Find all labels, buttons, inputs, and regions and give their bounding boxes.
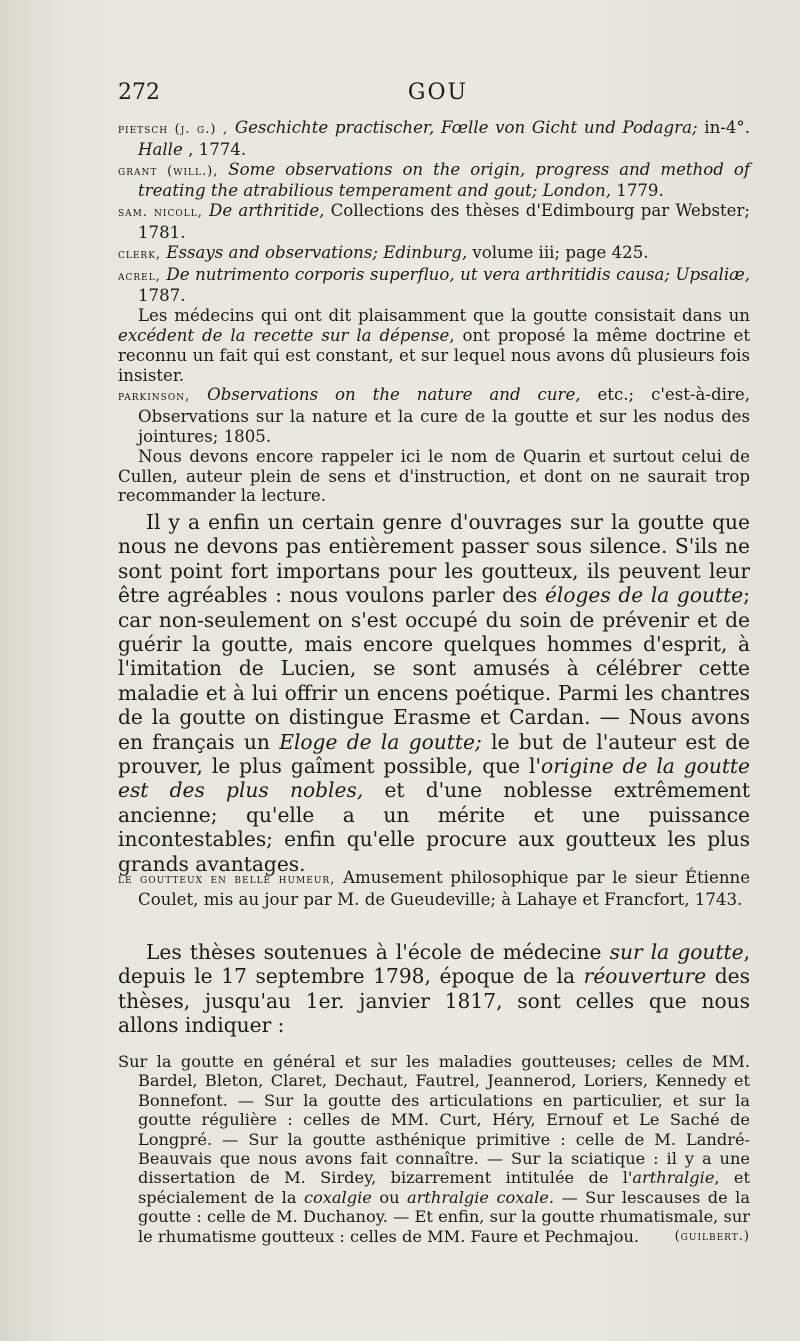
bib-entry-nicoll: sam. nicoll, De arthritide, Collections des thèses d'Edimbourg par Webster; 1781. — [118, 201, 750, 242]
author-signature: (guilbert.) — [674, 1228, 750, 1244]
bib-entry-clerk: clerk, Essays and observations; Edinburg, volume iii; page 425. — [118, 242, 649, 262]
bib-entry-pietsch: pietsch (j. g.) , Geschichte practischer, Fœlle von Gicht und Podagra; in-4°. Halle , 1774. — [118, 118, 750, 159]
bib-entry-goutteux: le goutteux en belle humeur, Amusement philosophique par le sieur Étienne Coulet, mis au jour par M. de Gueudeville; à Lahaye et Francfort, 1743. — [118, 868, 751, 909]
bib-entry-acrel: acrel, De nutrimento corporis superfluo, ut vera arthritidis causa; Upsaliæ, 1787. — [118, 264, 751, 306]
bibliography-section — [118, 118, 750, 506]
note-quarin-cullen: Nous devons encore rappeler ici le nom de Quarin et surtout celui de Cullen, auteur plein de sens et d'instruction, et dont on ne saurait trop recommander la lecture. — [118, 446, 750, 506]
page-number: 272 — [118, 80, 160, 105]
paragraph-theses: Les thèses soutenues à l'école de médecine sur la goutte, depuis le 17 septembre 1798, époque de la réouverture des thèses, jusqu'au 1er. janvier 1817, sont celles que nous allons indiquer : — [118, 940, 750, 1038]
running-head: GOU — [407, 80, 469, 105]
theses-list: Sur la goutte en général et sur les maladies goutteuses; celles de MM. Bardel, Bleton, Claret, Dechaut, Fautrel, Jeannerod, Loriers, Kennedy et Bonnefont. — Sur la goutte des articulations en particulier, et sur la goutte régulière : celles de MM. Curt, Héry, Ernouf et Le Saché de Longpré. — Sur la goutte asthénique primitive : celle de M. Landré-Beauvais que nous avons fait connaître. — Sur la sciatique : il y a une dissertation de M. Sirdey, bizarrement intitulée de l'arthralgie, et spécialement de la coxalgie ou arthralgie coxale. — Sur lescauses de la goutte : celle de M. Duchanoy. — Et enfin, sur la goutte rhumatismale, sur le rhumatisme goutteux : celles de MM. Faure et Pechmajou. (guilbert.) — [118, 1052, 750, 1246]
bib-entry-parkinson: parkinson, Observations on the nature and cure, etc.; c'est-à-dire, Observations sur la nature et la cure de la goutte et sur les nodus des jointures; 1805. — [118, 385, 750, 446]
page-header — [118, 80, 758, 114]
note-depense: Les médecins qui ont dit plaisamment que la goutte consistait dans un excédent de la recette sur la dépense, ont proposé la même doctrine et reconnu un fait qui est constant, et sur lequel nous avons dû plusieurs fois insister. — [118, 306, 750, 385]
bib-entry-grant: grant (will.), Some observations on the origin, progress and method of treating the atrabilious temperament and gout; London, 1779. — [118, 159, 750, 201]
paragraph-eloges: Il y a enfin un certain genre d'ouvrages sur la goutte que nous ne devons pas entièrement passer sous silence. S'ils ne sont point fort importans pour les goutteux, ils peuvent leur être agréables : nous voulons parler des éloges de la goutte; car non-seulement on s'est occupé du soin de prévenir et de guérir la goutte, mais encore quelques hommes d'esprit, à l'imitation de Lucien, se sont amusés à célébrer cette maladie et à lui offrir un encens poétique. Parmi les chantres de la goutte on distingue Erasme et Cardan. — Nous avons en français un Eloge de la goutte; le but de l'auteur est de prouver, le plus gaîment possible, que l'origine de la goutte est des plus nobles, et d'une noblesse extrêmement ancienne; qu'elle a un mérite et une puissance incontestables; enfin qu'elle procure aux goutteux les plus grands avantages. — [118, 510, 750, 876]
